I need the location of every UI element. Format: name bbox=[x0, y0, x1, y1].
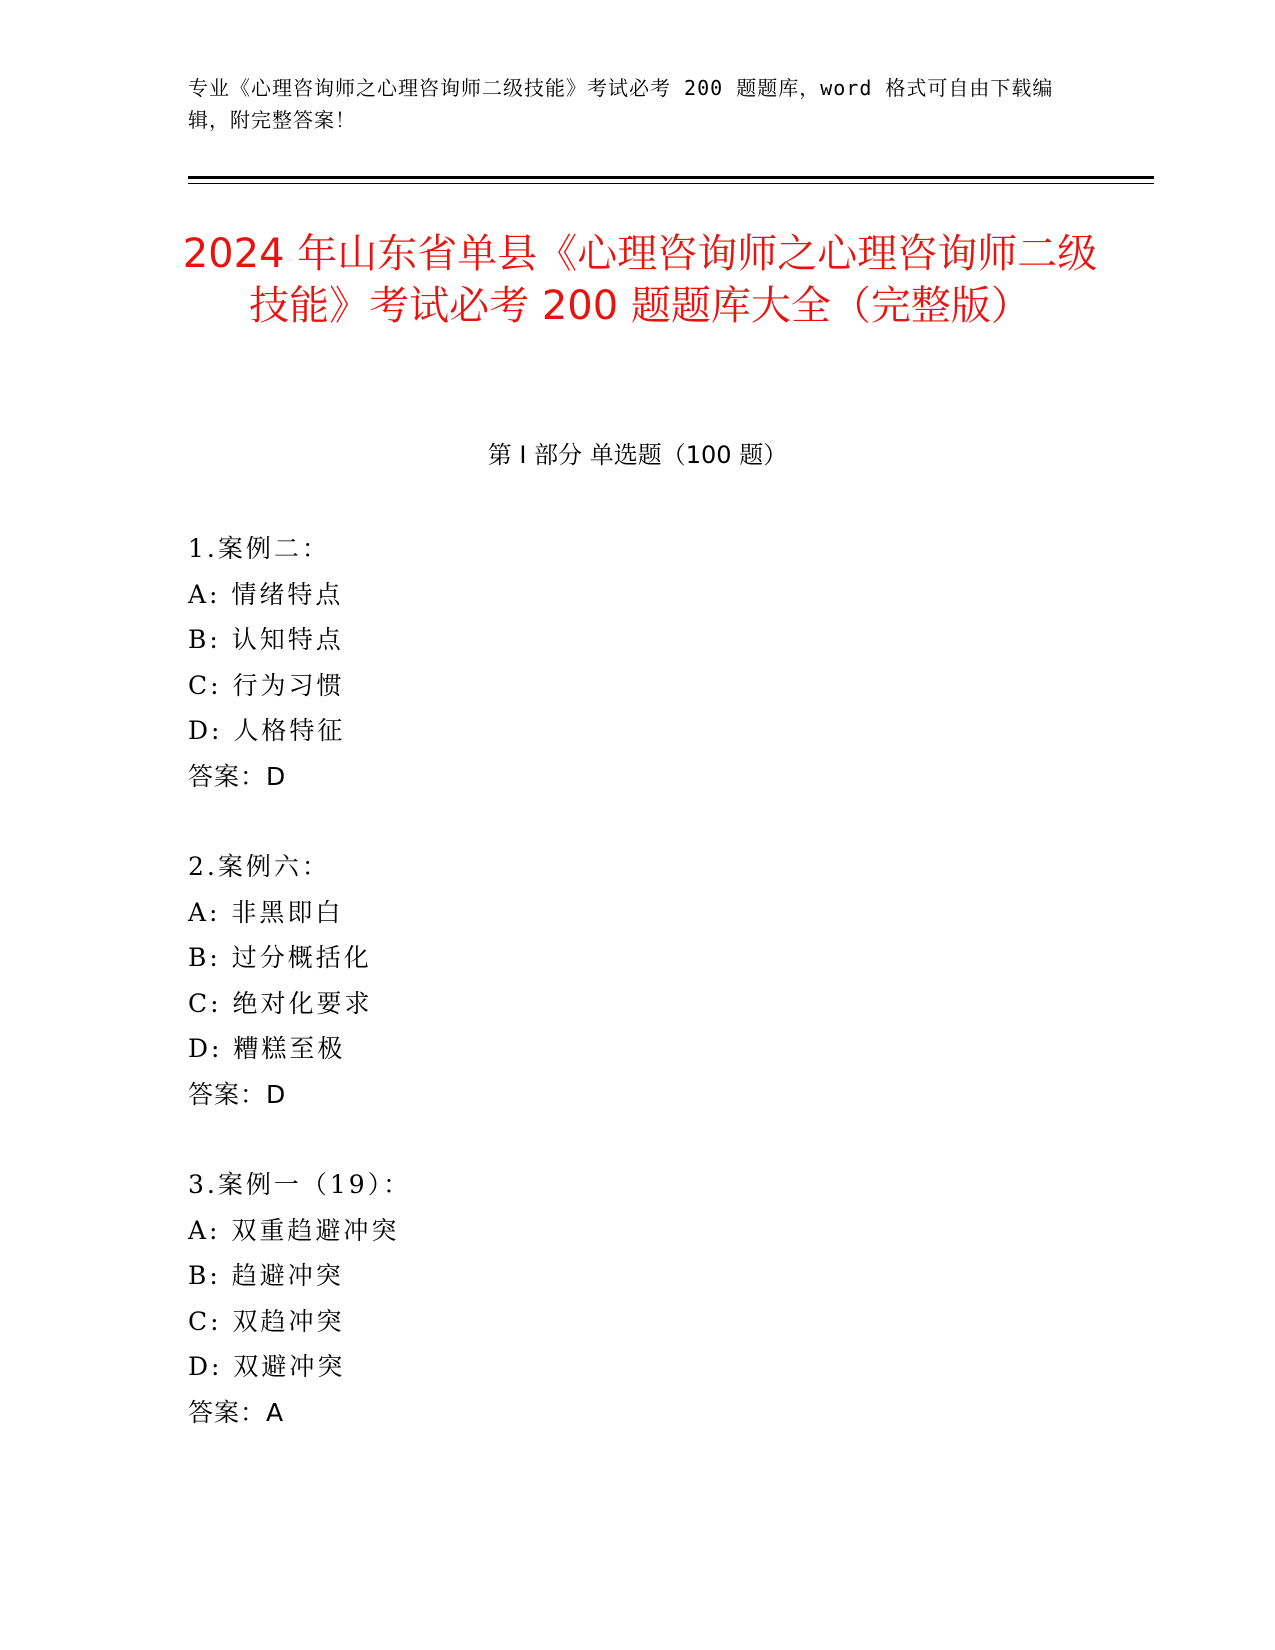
question-block bbox=[188, 1162, 888, 1435]
question-stem: 2.案例六： bbox=[188, 852, 330, 881]
header-rule-thick bbox=[188, 176, 1154, 179]
option-a: A: 情绪特点 bbox=[188, 579, 344, 609]
option-b: B: 过分概括化 bbox=[188, 943, 372, 972]
option-d: D: 人格特征 bbox=[188, 716, 346, 745]
option-d: D: 双避冲突 bbox=[188, 1352, 346, 1381]
question-stem: 1.案例二： bbox=[188, 534, 330, 563]
option-c: C: 行为习惯 bbox=[188, 670, 345, 700]
section-title: 第 I 部分 单选题（100 题） bbox=[487, 441, 788, 469]
question-block bbox=[188, 844, 888, 1117]
document-title: 2024 年山东省单县《心理咨询师之心理咨询师二级技能》考试必考 200 题题库大全（完整版） bbox=[182, 231, 1098, 329]
option-d: D: 糟糕至极 bbox=[188, 1034, 346, 1063]
answer-line: 答案：D bbox=[188, 761, 287, 791]
question-stem: 3.案例一（19）： bbox=[188, 1170, 412, 1199]
question-block bbox=[188, 526, 888, 799]
option-c: C: 绝对化要求 bbox=[188, 988, 373, 1018]
answer-line: 答案：D bbox=[188, 1079, 287, 1109]
header-rule-thin bbox=[188, 183, 1154, 184]
option-b: B: 趋避冲突 bbox=[188, 1261, 344, 1290]
option-b: B: 认知特点 bbox=[188, 625, 344, 654]
option-a: A: 非黑即白 bbox=[188, 897, 344, 927]
option-a: A: 双重趋避冲突 bbox=[188, 1215, 400, 1245]
answer-line: 答案：A bbox=[188, 1397, 285, 1427]
header-note: 专业《心理咨询师之心理咨询师二级技能》考试必考 200 题题库，word 格式可自由下载编辑，附完整答案！ bbox=[188, 76, 1054, 132]
option-c: C: 双趋冲突 bbox=[188, 1306, 345, 1336]
